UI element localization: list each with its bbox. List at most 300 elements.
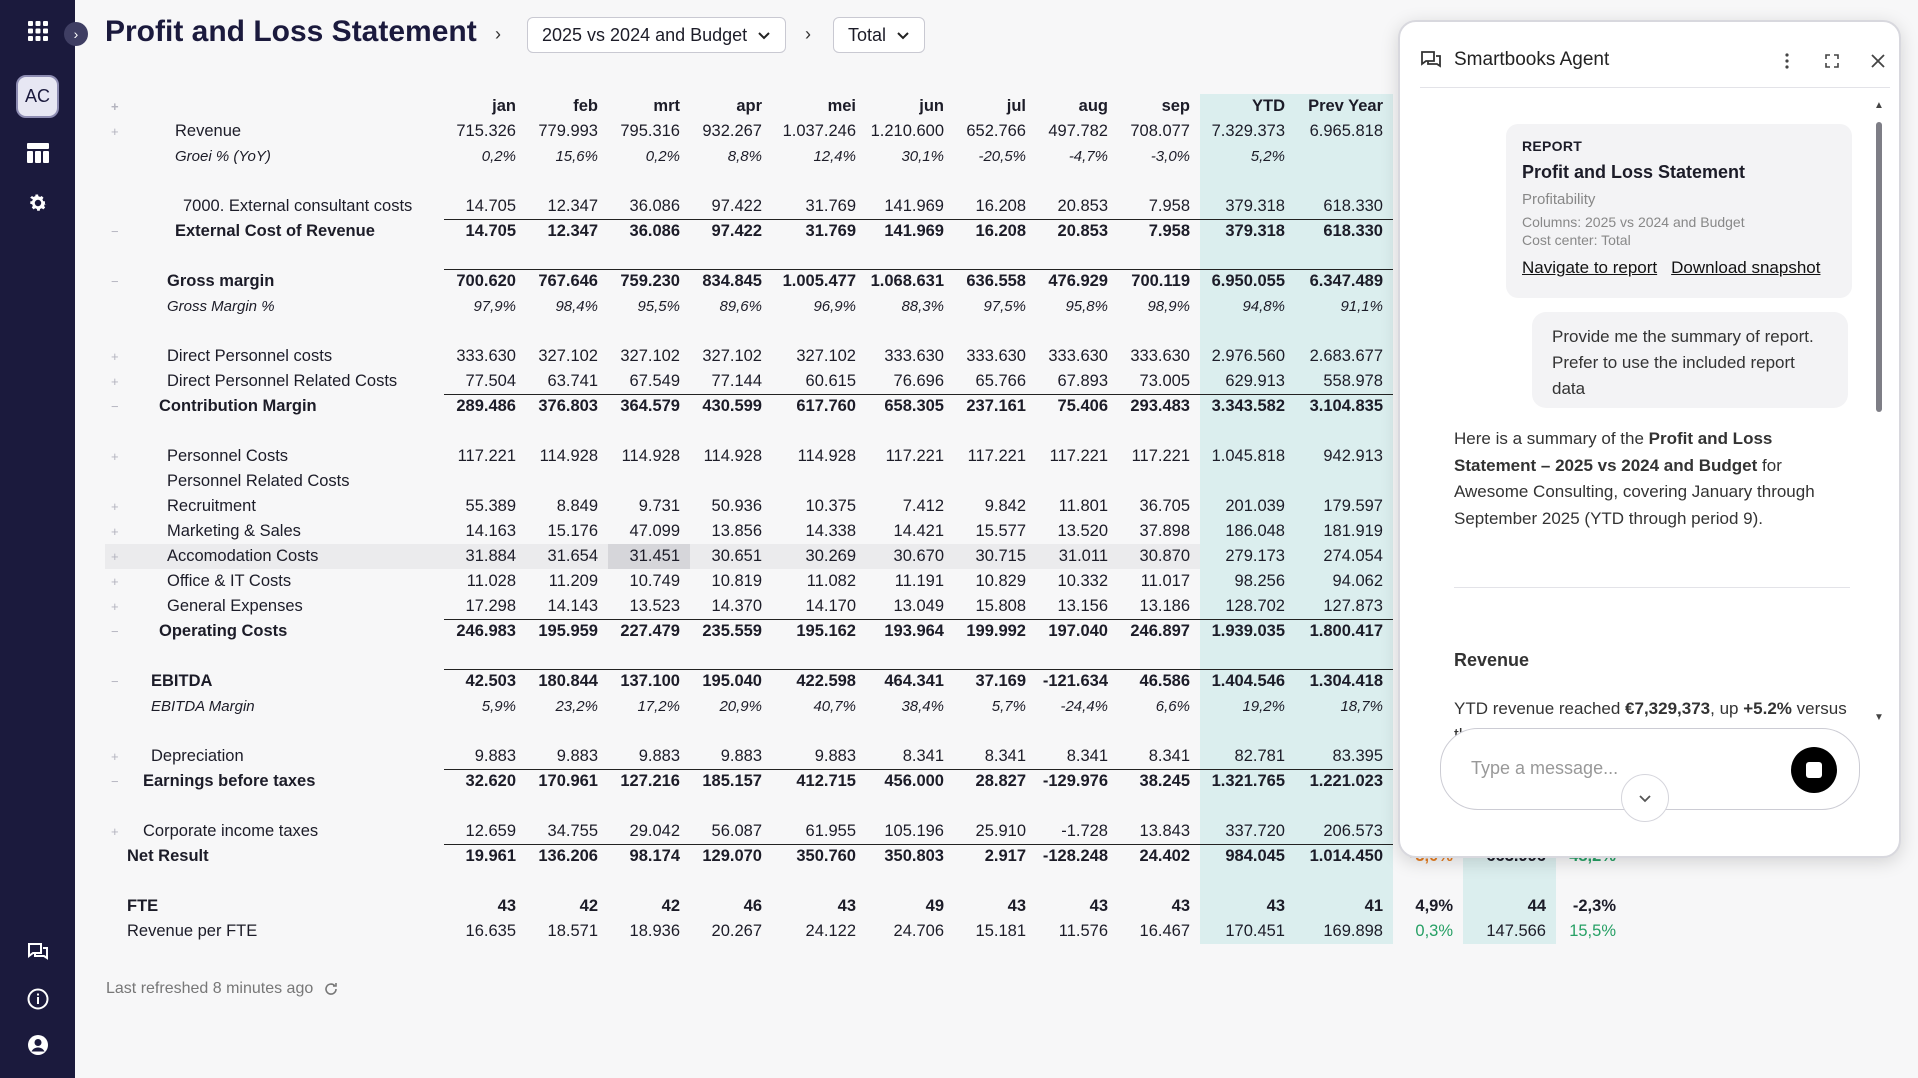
table-cell[interactable]: [1118, 419, 1200, 444]
table-cell[interactable]: [866, 419, 954, 444]
table-cell[interactable]: 19.961: [444, 844, 526, 869]
table-cell[interactable]: 31.769: [772, 219, 866, 244]
table-cell[interactable]: 8.341: [984, 746, 1026, 765]
table-cell[interactable]: 206.573: [1295, 819, 1393, 844]
column-header[interactable]: aug: [1078, 97, 1108, 115]
table-cell[interactable]: 1.005.477: [772, 269, 866, 294]
table-cell[interactable]: [954, 419, 1036, 444]
column-header[interactable]: Prev Year: [1295, 94, 1393, 119]
table-cell[interactable]: [608, 319, 690, 344]
table-cell[interactable]: 8.341: [902, 746, 944, 765]
table-cell[interactable]: 942.913: [1295, 444, 1393, 469]
table-cell[interactable]: 834.845: [690, 269, 772, 294]
table-cell[interactable]: 9.883: [474, 746, 516, 765]
column-header[interactable]: apr: [736, 97, 762, 115]
expand-sidebar-button[interactable]: [64, 22, 88, 46]
expand-row-icon[interactable]: +: [111, 349, 119, 364]
table-cell[interactable]: [1118, 869, 1200, 894]
column-header[interactable]: jun: [919, 97, 944, 115]
table-cell[interactable]: 333.630: [884, 347, 944, 365]
table-cell[interactable]: [866, 719, 954, 744]
table-cell[interactable]: 6.965.818: [1295, 119, 1393, 144]
table-cell[interactable]: 1.045.818: [1200, 444, 1295, 469]
column-header[interactable]: mei: [827, 97, 856, 115]
table-cell[interactable]: 105.196: [884, 821, 944, 840]
table-cell[interactable]: [772, 419, 866, 444]
table-cell[interactable]: 88,3%: [901, 298, 944, 315]
table-cell[interactable]: [444, 419, 526, 444]
table-cell[interactable]: 14.338: [805, 522, 856, 540]
table-cell[interactable]: 1.939.035: [1200, 619, 1295, 644]
table-cell[interactable]: 50.936: [711, 497, 762, 515]
table-cell[interactable]: 795.316: [620, 122, 680, 140]
table-cell[interactable]: 11.576: [1058, 922, 1108, 940]
table-cell[interactable]: 193.964: [866, 619, 954, 644]
table-cell[interactable]: 73.005: [1139, 371, 1190, 390]
column-header[interactable]: YTD: [1200, 94, 1295, 119]
table-cell[interactable]: 2.917: [954, 844, 1036, 869]
expand-icon[interactable]: [1821, 50, 1843, 72]
table-cell[interactable]: [690, 869, 772, 894]
table-cell[interactable]: [772, 719, 866, 744]
table-cell[interactable]: [1036, 719, 1118, 744]
table-cell[interactable]: 422.598: [772, 669, 866, 694]
table-cell[interactable]: 38.245: [1118, 769, 1200, 794]
table-cell[interactable]: -129.976: [1036, 769, 1118, 794]
comparison-dropdown[interactable]: [527, 17, 786, 53]
table-cell[interactable]: [1200, 469, 1295, 494]
table-cell[interactable]: 6.347.489: [1295, 269, 1393, 294]
table-cell[interactable]: 9.883: [556, 746, 598, 765]
table-cell[interactable]: 9.883: [814, 746, 856, 765]
table-cell[interactable]: 31.451: [608, 544, 690, 569]
table-cell[interactable]: 34.755: [547, 821, 598, 840]
column-header[interactable]: feb: [573, 97, 598, 115]
table-cell[interactable]: [444, 319, 526, 344]
table-cell[interactable]: 16.208: [954, 219, 1036, 244]
navigate-to-report-link[interactable]: Navigate to report: [1522, 258, 1658, 277]
table-cell[interactable]: 89,6%: [719, 298, 762, 315]
table-cell[interactable]: 36.086: [629, 196, 680, 215]
table-cell[interactable]: 497.782: [1048, 122, 1108, 140]
table-cell[interactable]: [608, 719, 690, 744]
table-cell[interactable]: [772, 794, 866, 819]
table-cell[interactable]: [526, 169, 608, 194]
expand-row-icon[interactable]: +: [111, 749, 119, 764]
table-cell[interactable]: [1036, 644, 1118, 669]
table-cell[interactable]: 658.305: [866, 394, 954, 419]
table-cell[interactable]: 14.705: [444, 219, 526, 244]
table-cell[interactable]: -4,7%: [1068, 148, 1108, 165]
table-cell[interactable]: 43: [1171, 897, 1190, 915]
collapse-row-icon[interactable]: −: [111, 674, 119, 689]
table-cell[interactable]: 412.715: [772, 769, 866, 794]
table-cell[interactable]: 18,7%: [1295, 694, 1393, 719]
table-cell[interactable]: 18.571: [547, 922, 598, 940]
table-cell[interactable]: 274.054: [1295, 544, 1393, 569]
table-cell[interactable]: [608, 244, 690, 269]
scrollbar[interactable]: [1876, 122, 1882, 412]
table-cell[interactable]: 13.156: [1057, 596, 1108, 615]
table-cell[interactable]: 618.330: [1295, 219, 1393, 244]
table-cell[interactable]: 327.102: [702, 347, 762, 365]
table-cell[interactable]: 715.326: [456, 122, 516, 140]
table-cell[interactable]: 15.181: [975, 922, 1026, 940]
download-snapshot-link[interactable]: Download snapshot: [1671, 258, 1821, 277]
table-cell[interactable]: [1295, 794, 1393, 819]
table-cell[interactable]: [866, 869, 954, 894]
table-cell[interactable]: 1.321.765: [1200, 769, 1295, 794]
table-cell[interactable]: 95,5%: [637, 298, 680, 315]
table-cell[interactable]: [866, 169, 954, 194]
table-cell[interactable]: 49: [925, 897, 944, 915]
table-cell[interactable]: 117.221: [967, 447, 1026, 465]
table-cell[interactable]: 293.483: [1118, 394, 1200, 419]
table-cell[interactable]: 14.421: [893, 522, 944, 540]
user-icon[interactable]: [21, 1028, 54, 1061]
table-cell[interactable]: 10.829: [975, 572, 1026, 590]
table-cell[interactable]: 1.014.450: [1295, 844, 1393, 869]
collapse-row-icon[interactable]: −: [111, 274, 119, 289]
table-cell[interactable]: 43: [1089, 897, 1108, 915]
table-cell[interactable]: 237.161: [954, 394, 1036, 419]
table-cell[interactable]: 1.037.246: [782, 122, 856, 140]
table-cell[interactable]: 141.969: [866, 219, 954, 244]
table-cell[interactable]: 31.654: [526, 544, 608, 569]
table-cell[interactable]: 65.766: [975, 371, 1026, 390]
comparison-cell[interactable]: 15,5%: [1569, 922, 1616, 940]
table-cell[interactable]: [1295, 469, 1393, 494]
avatar[interactable]: [16, 75, 59, 118]
table-cell[interactable]: 327.102: [796, 347, 856, 365]
table-cell[interactable]: 114.928: [539, 447, 598, 465]
table-cell[interactable]: 376.803: [526, 394, 608, 419]
table-cell[interactable]: 181.919: [1295, 519, 1393, 544]
expand-row-icon[interactable]: +: [111, 824, 119, 839]
table-cell[interactable]: 3.104.835: [1295, 394, 1393, 419]
scroll-down-icon[interactable]: ▼: [1874, 712, 1884, 723]
table-cell[interactable]: [526, 244, 608, 269]
table-cell[interactable]: 30.269: [772, 544, 866, 569]
table-cell[interactable]: 61.955: [805, 821, 856, 840]
table-cell[interactable]: 14.170: [805, 596, 856, 615]
table-cell[interactable]: 1.404.546: [1200, 669, 1295, 694]
table-cell[interactable]: [866, 319, 954, 344]
table-cell[interactable]: [444, 244, 526, 269]
table-cell[interactable]: 128.702: [1200, 594, 1295, 619]
table-cell[interactable]: 11.209: [548, 572, 598, 590]
expand-row-icon[interactable]: +: [111, 449, 119, 464]
table-cell[interactable]: [1036, 469, 1118, 494]
expand-row-icon[interactable]: +: [105, 544, 125, 569]
table-cell[interactable]: 18.936: [629, 922, 680, 940]
table-cell[interactable]: [608, 169, 690, 194]
table-cell[interactable]: [1295, 719, 1393, 744]
table-cell[interactable]: 227.479: [608, 619, 690, 644]
expand-row-icon[interactable]: +: [111, 374, 119, 389]
table-cell[interactable]: [954, 469, 1036, 494]
table-cell[interactable]: [444, 794, 526, 819]
table-cell[interactable]: [1118, 794, 1200, 819]
apps-grid-icon[interactable]: [21, 14, 54, 47]
table-cell[interactable]: [444, 869, 526, 894]
table-cell[interactable]: [608, 419, 690, 444]
column-header[interactable]: mrt: [653, 97, 680, 115]
table-cell[interactable]: 185.157: [690, 769, 772, 794]
column-header[interactable]: sep: [1161, 97, 1190, 115]
table-cell[interactable]: 197.040: [1036, 619, 1118, 644]
table-cell[interactable]: [1118, 244, 1200, 269]
table-cell[interactable]: [690, 319, 772, 344]
table-cell[interactable]: 43: [837, 897, 856, 915]
table-cell[interactable]: 12.347: [526, 219, 608, 244]
table-cell[interactable]: 37.898: [1139, 522, 1190, 540]
collapse-row-icon[interactable]: −: [111, 399, 119, 414]
table-cell[interactable]: [608, 794, 690, 819]
table-cell[interactable]: [1295, 319, 1393, 344]
table-cell[interactable]: [1295, 144, 1393, 169]
table-cell[interactable]: 114.928: [621, 447, 680, 465]
table-cell[interactable]: [866, 794, 954, 819]
table-cell[interactable]: 984.045: [1200, 844, 1295, 869]
comparison-cell[interactable]: 0,3%: [1415, 922, 1453, 940]
table-cell[interactable]: 11.028: [466, 572, 516, 590]
table-cell[interactable]: 30.670: [866, 544, 954, 569]
table-cell[interactable]: 7.329.373: [1200, 119, 1295, 144]
table-cell[interactable]: 11.191: [894, 572, 944, 590]
table-cell[interactable]: 24.706: [893, 922, 944, 940]
table-cell[interactable]: [1118, 644, 1200, 669]
table-cell[interactable]: 13.856: [711, 522, 762, 540]
table-cell[interactable]: [526, 319, 608, 344]
table-cell[interactable]: 333.630: [1048, 347, 1108, 365]
table-cell[interactable]: 13.843: [1139, 821, 1190, 840]
table-cell[interactable]: 364.579: [608, 394, 690, 419]
table-cell[interactable]: 30.715: [954, 544, 1036, 569]
table-cell[interactable]: [690, 469, 772, 494]
table-cell[interactable]: 31.011: [1036, 544, 1118, 569]
table-cell[interactable]: 17,2%: [637, 698, 680, 715]
table-cell[interactable]: 24.402: [1118, 844, 1200, 869]
table-cell[interactable]: 55.389: [465, 497, 516, 515]
table-cell[interactable]: 96,9%: [813, 298, 856, 315]
table-cell[interactable]: 464.341: [866, 669, 954, 694]
table-cell[interactable]: 379.318: [1200, 219, 1295, 244]
table-cell[interactable]: [1200, 244, 1295, 269]
cost-center-dropdown[interactable]: [833, 17, 925, 53]
table-cell[interactable]: 180.844: [526, 669, 608, 694]
table-cell[interactable]: 195.959: [526, 619, 608, 644]
table-cell[interactable]: 7.958: [1148, 196, 1190, 215]
table-cell[interactable]: 13.520: [1057, 522, 1108, 540]
table-cell[interactable]: 10.819: [711, 572, 762, 590]
table-cell[interactable]: [866, 469, 954, 494]
table-cell[interactable]: [526, 469, 608, 494]
table-cell[interactable]: 20.853: [1057, 196, 1108, 215]
table-cell[interactable]: 5,7%: [991, 698, 1026, 715]
table-cell[interactable]: 97.422: [690, 219, 772, 244]
table-cell[interactable]: 5,9%: [481, 698, 516, 715]
table-cell[interactable]: 141.969: [884, 196, 944, 215]
table-cell[interactable]: 11.017: [1140, 572, 1190, 590]
table-cell[interactable]: [690, 794, 772, 819]
table-cell[interactable]: 30.651: [690, 544, 772, 569]
table-cell[interactable]: 379.318: [1200, 194, 1295, 219]
table-cell[interactable]: 91,1%: [1295, 294, 1393, 319]
table-cell[interactable]: 12.347: [547, 196, 598, 215]
table-cell[interactable]: 1.068.631: [866, 269, 954, 294]
collapse-row-icon[interactable]: −: [111, 224, 119, 239]
table-cell[interactable]: 246.897: [1118, 619, 1200, 644]
table-cell[interactable]: 0,2%: [645, 148, 680, 165]
table-cell[interactable]: 10.375: [805, 497, 856, 515]
table-cell[interactable]: 15.808: [975, 596, 1026, 615]
table-cell[interactable]: 95,8%: [1065, 298, 1108, 315]
table-cell[interactable]: -1.728: [1061, 821, 1108, 840]
table-cell[interactable]: 9.883: [638, 746, 680, 765]
table-cell[interactable]: 98.174: [608, 844, 690, 869]
table-cell[interactable]: 43: [497, 897, 516, 915]
comparison-cell[interactable]: 4,9%: [1415, 897, 1453, 915]
table-cell[interactable]: [526, 419, 608, 444]
table-cell[interactable]: [690, 244, 772, 269]
table-cell[interactable]: [954, 319, 1036, 344]
table-cell[interactable]: -121.634: [1036, 669, 1118, 694]
table-cell[interactable]: 617.760: [772, 394, 866, 419]
table-cell[interactable]: 42.503: [444, 669, 526, 694]
table-cell[interactable]: 170.961: [526, 769, 608, 794]
table-cell[interactable]: 700.620: [444, 269, 526, 294]
table-cell[interactable]: [444, 469, 526, 494]
table-cell[interactable]: 333.630: [1130, 347, 1190, 365]
table-cell[interactable]: [444, 169, 526, 194]
table-cell[interactable]: 127.873: [1295, 594, 1393, 619]
table-cell[interactable]: [526, 719, 608, 744]
table-cell[interactable]: [526, 794, 608, 819]
table-cell[interactable]: [608, 644, 690, 669]
table-cell[interactable]: 779.993: [538, 122, 598, 140]
table-cell[interactable]: 67.893: [1057, 371, 1108, 390]
table-cell[interactable]: 77.144: [711, 371, 762, 390]
table-cell[interactable]: [772, 869, 866, 894]
table-cell[interactable]: 652.766: [966, 122, 1026, 140]
column-header[interactable]: jul: [1006, 97, 1026, 115]
table-cell[interactable]: 476.929: [1036, 269, 1118, 294]
table-cell[interactable]: [1036, 419, 1118, 444]
table-cell[interactable]: 25.910: [975, 821, 1026, 840]
comparison-cell[interactable]: 147.566: [1463, 919, 1556, 944]
expand-row-icon[interactable]: +: [111, 574, 119, 589]
table-cell[interactable]: [772, 469, 866, 494]
table-cell[interactable]: 13.186: [1139, 596, 1190, 615]
table-cell[interactable]: 82.781: [1200, 744, 1295, 769]
table-cell[interactable]: [1200, 869, 1295, 894]
table-cell[interactable]: 97,9%: [473, 298, 516, 315]
table-cell[interactable]: 16.208: [975, 196, 1026, 215]
table-cell[interactable]: [690, 719, 772, 744]
table-cell[interactable]: 456.000: [866, 769, 954, 794]
table-cell[interactable]: 94.062: [1295, 569, 1393, 594]
table-cell[interactable]: 30.870: [1118, 544, 1200, 569]
table-cell[interactable]: 136.206: [526, 844, 608, 869]
table-cell[interactable]: 1.304.418: [1295, 669, 1393, 694]
table-cell[interactable]: 46.586: [1118, 669, 1200, 694]
table-cell[interactable]: 9.842: [984, 497, 1026, 515]
table-cell[interactable]: 15,6%: [555, 148, 598, 165]
table-cell[interactable]: 5,2%: [1200, 144, 1295, 169]
table-cell[interactable]: [690, 169, 772, 194]
table-cell[interactable]: [444, 644, 526, 669]
table-cell[interactable]: 8.341: [1148, 746, 1190, 765]
table-cell[interactable]: [608, 869, 690, 894]
table-cell[interactable]: 63.741: [547, 371, 598, 390]
table-cell[interactable]: [1036, 869, 1118, 894]
table-cell[interactable]: 186.048: [1200, 519, 1295, 544]
scroll-to-bottom-button[interactable]: [1621, 774, 1669, 822]
comparison-cell[interactable]: 44: [1463, 894, 1556, 919]
table-cell[interactable]: 127.216: [608, 769, 690, 794]
table-cell[interactable]: 8.341: [1066, 746, 1108, 765]
table-cell[interactable]: 6.950.055: [1200, 269, 1295, 294]
table-cell[interactable]: [1200, 719, 1295, 744]
table-cell[interactable]: 327.102: [620, 347, 680, 365]
table-cell[interactable]: 618.330: [1295, 194, 1393, 219]
table-cell[interactable]: 46: [743, 897, 762, 915]
table-cell[interactable]: 98,9%: [1147, 298, 1190, 315]
table-cell[interactable]: 17.298: [465, 596, 516, 615]
table-cell[interactable]: 117.221: [457, 447, 516, 465]
table-cell[interactable]: 40,7%: [813, 698, 856, 715]
close-icon[interactable]: [1867, 50, 1889, 72]
table-cell[interactable]: 38,4%: [901, 698, 944, 715]
table-cell[interactable]: 67.549: [629, 371, 680, 390]
table-cell[interactable]: 42: [661, 897, 680, 915]
table-cell[interactable]: 98,4%: [555, 298, 598, 315]
table-cell[interactable]: 29.042: [629, 821, 680, 840]
table-cell[interactable]: [690, 644, 772, 669]
collapse-row-icon[interactable]: −: [111, 624, 119, 639]
table-cell[interactable]: [1200, 169, 1295, 194]
info-icon[interactable]: [21, 982, 54, 1015]
table-cell[interactable]: 13.523: [629, 596, 680, 615]
table-cell[interactable]: 195.162: [772, 619, 866, 644]
table-row[interactable]: [105, 894, 1626, 919]
table-cell[interactable]: [608, 469, 690, 494]
table-cell[interactable]: 1.800.417: [1295, 619, 1393, 644]
chat-icon[interactable]: [21, 935, 54, 968]
table-cell[interactable]: 195.040: [690, 669, 772, 694]
table-cell[interactable]: 11.082: [806, 572, 856, 590]
table-cell[interactable]: 14.705: [465, 196, 516, 215]
table-cell[interactable]: 1.210.600: [870, 122, 944, 140]
table-cell[interactable]: 31.769: [805, 196, 856, 215]
table-cell[interactable]: 94,8%: [1200, 294, 1295, 319]
table-cell[interactable]: 10.332: [1057, 572, 1108, 590]
table-cell[interactable]: [772, 169, 866, 194]
table-cell[interactable]: [1295, 644, 1393, 669]
table-cell[interactable]: 117.221: [885, 447, 944, 465]
table-cell[interactable]: 235.559: [690, 619, 772, 644]
table-cell[interactable]: 179.597: [1295, 494, 1393, 519]
table-cell[interactable]: 15.577: [975, 522, 1026, 540]
table-cell[interactable]: [1036, 319, 1118, 344]
table-cell[interactable]: 56.087: [711, 821, 762, 840]
table-cell[interactable]: [1036, 244, 1118, 269]
table-cell[interactable]: 9.883: [720, 746, 762, 765]
table-cell[interactable]: 333.630: [456, 347, 516, 365]
table-cell[interactable]: 37.169: [954, 669, 1036, 694]
table-cell[interactable]: -128.248: [1036, 844, 1118, 869]
